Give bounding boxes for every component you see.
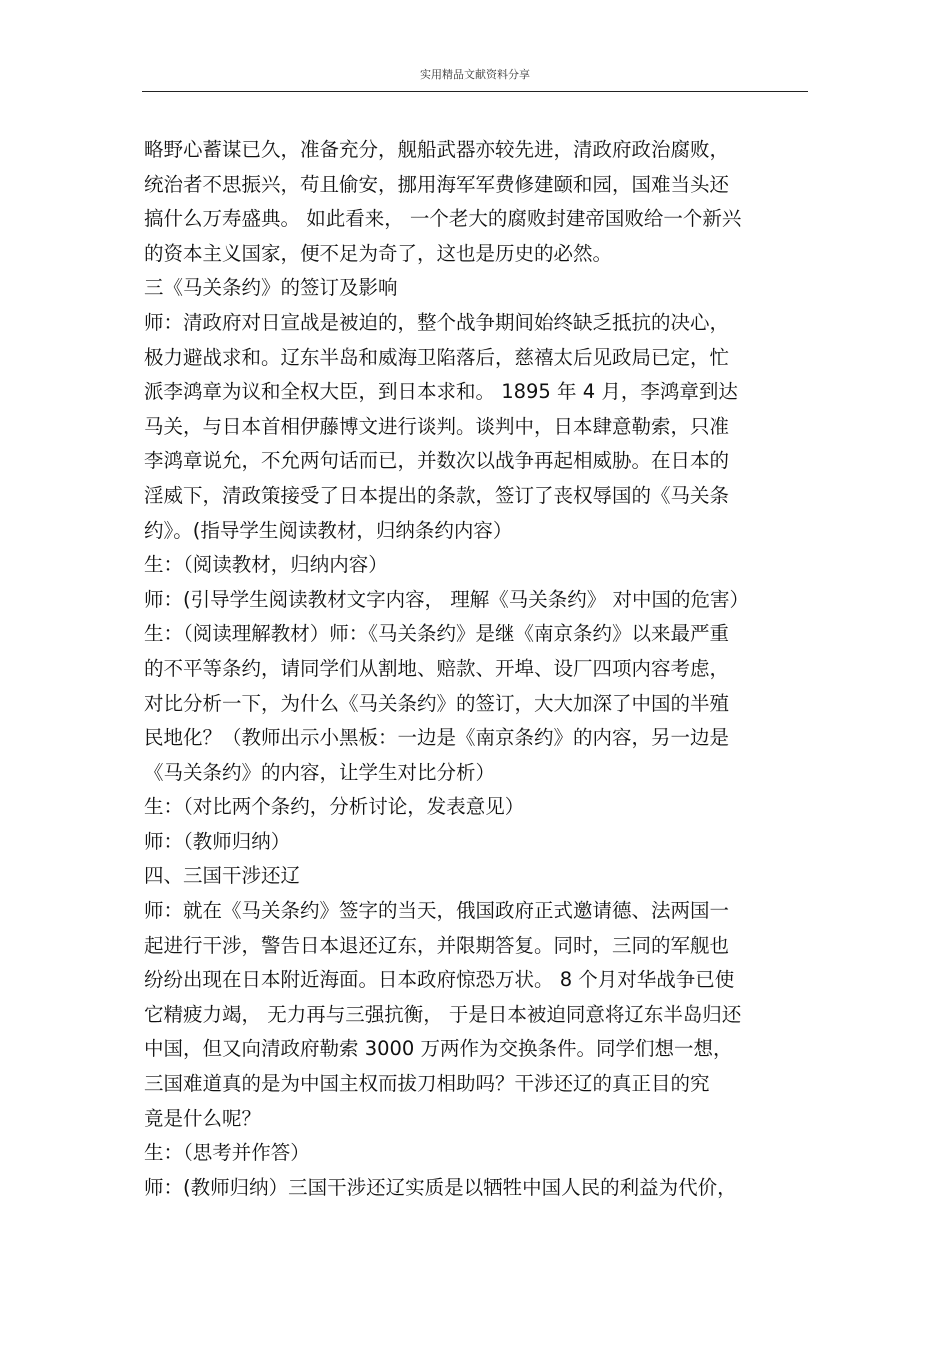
text-line: 生：（思考并作答） [144,1141,310,1165]
text-line: 统治者不思振兴，苟且偷安，挪用海军军费修建颐和园，国难当头还 [144,172,730,196]
text-line: 的不平等条约，请同学们从割地、赔款、开埠、设厂四项内容考虑， [144,656,730,680]
page-header: 实用精品文献资料分享 [420,68,530,81]
text-line: 师：就在《马关条约》签字的当天，俄国政府正式邀请德、法两国一 [144,899,730,923]
section-heading-4: 四、三国干涉还辽 [144,864,301,888]
text-line: 《马关条约》的内容，让学生对比分析） [144,760,496,784]
text-line: 师：(引导学生阅读教材文字内容， 理解《马关条约》 对中国的危害） [144,587,750,611]
text-line: 师：（教师归纳） [144,829,291,853]
text-line: 民地化？（教师出示小黑板：一边是《南京条约》的内容，另一边是 [144,726,730,750]
text-line: 派李鸿章为议和全权大臣，到日本求和。 1895 年 4 月，李鸿章到达 [144,380,738,404]
document-body [144,138,844,1222]
text-line: 极力避战求和。辽东半岛和威海卫陷落后，慈禧太后见政局已定，忙 [144,345,730,369]
text-line: 生：（阅读教材，归纳内容） [144,553,388,577]
text-line: 起进行干涉，警告日本退还辽东，并限期答复。同时，三同的军舰也 [144,933,730,957]
text-line: 它精疲力竭， 无力再与三强抗衡， 于是日本被迫同意将辽东半岛归还 [144,1002,742,1026]
text-line: 生：（对比两个条约，分析讨论，发表意见） [144,795,525,819]
text-line: 搞什么万寿盛典。 如此看来， 一个老大的腐败封建帝国败给一个新兴 [144,207,742,231]
text-line: 师：(教师归纳）三国干涉还辽实质是以牺牲中国人民的利益为代价， [144,1175,737,1199]
text-line: 对比分析一下，为什么《马关条约》的签订，大大加深了中国的半殖 [144,691,730,715]
text-line: 纷纷出现在日本附近海面。日本政府惊恐万状。 8 个月对华战争已使 [144,968,735,992]
header-divider [142,91,808,92]
text-line: 略野心蓄谋已久，准备充分，舰船武器亦较先进，清政府政治腐败， [144,138,730,161]
text-line: 李鸿章说允，不允两句话而已，并数次以战争再起相威胁。在日本的 [144,449,730,473]
text-line: 师：清政府对日宣战是被迫的，整个战争期间始终缺乏抵抗的决心， [144,310,730,334]
text-line: 三国难道真的是为中国主权而拔刀相助吗？干涉还辽的真正目的究 [144,1072,710,1096]
text-line: 中国，但又向清政府勒索 3000 万两作为交换条件。同学们想一想， [144,1037,733,1061]
text-line: 淫威下，清政策接受了日本提出的条款，签订了丧权辱国的《马关条 [144,483,730,507]
text-line: 的资本主义国家，便不足为奇了，这也是历史的必然。 [144,241,613,265]
text-line: 约》。(指导学生阅读教材，归纳条约内容） [144,518,513,542]
section-heading-3: 三《马关条约》的签订及影响 [144,276,398,300]
text-line: 竟是什么呢？ [144,1106,262,1130]
text-line: 生：（阅读理解教材）师：《马关条约》是继《南京条约》以来最严重 [144,622,730,646]
text-line: 马关，与日本首相伊藤博文进行谈判。谈判中，日本肆意勒索，只准 [144,414,730,438]
